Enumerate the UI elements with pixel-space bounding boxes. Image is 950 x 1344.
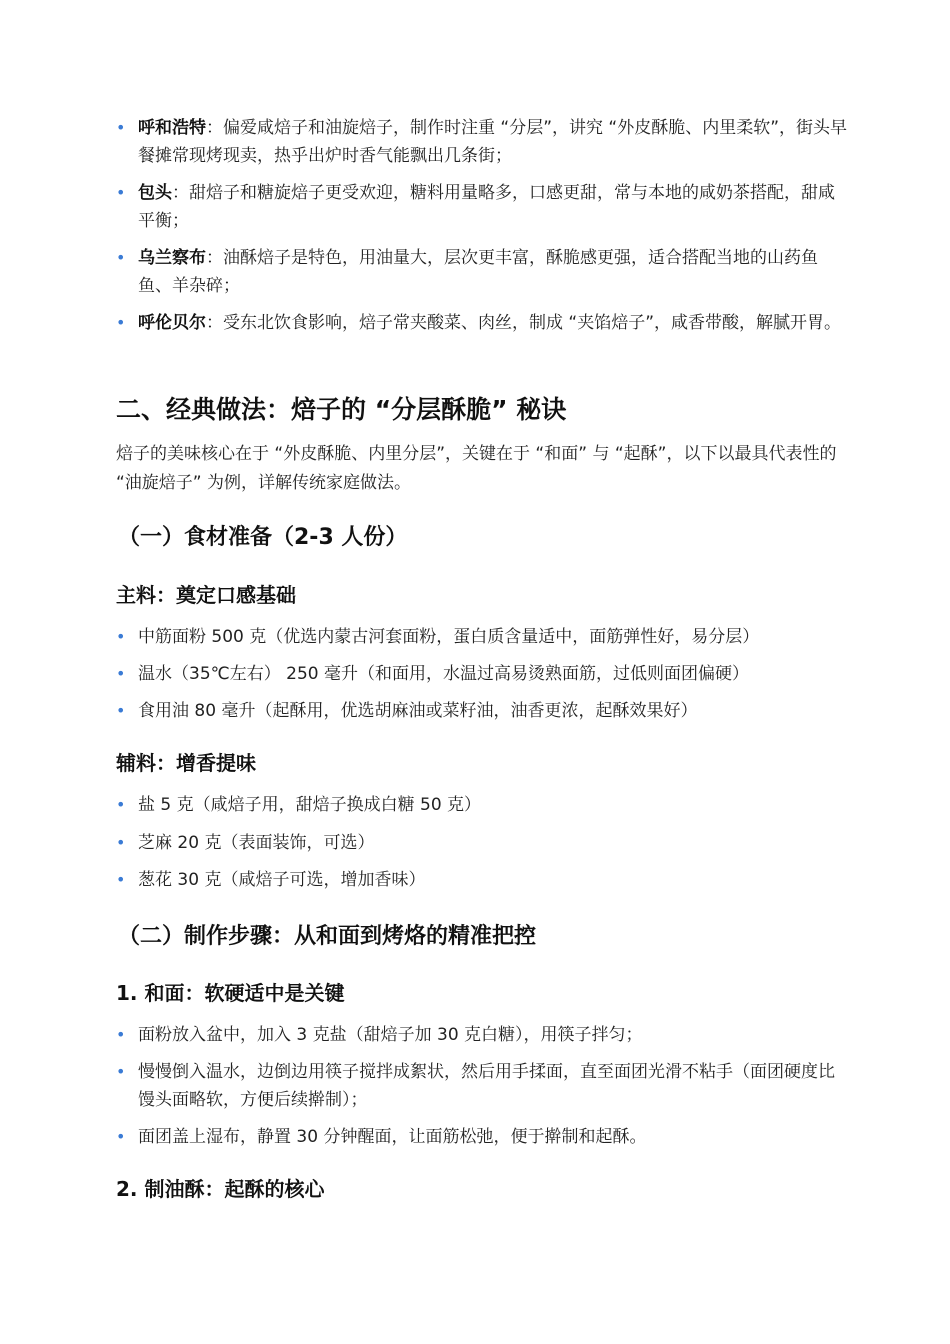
section-title: 二、经典做法：焙子的 “分层酥脆” 秘诀 [116,395,567,424]
section-intro: 焙子的美味核心在于 “外皮酥脆、内里分层”，关键在于 “和面” 与 “起酥”，以下以最具代表性的 “油旋焙子” 为例，详解传统家庭做法。 [116,444,837,493]
ingredients-title: （一）食材准备（2-3 人份） [118,525,408,550]
region-desc: ：受东北饮食影响，焙子常夹酸菜、肉丝，制成 “夹馅焙子”，咸香带酸，解腻开胃。 [206,313,842,333]
region-name: 乌兰察布 [138,248,206,268]
region-desc: ：甜焙子和糖旋焙子更受欢迎，糖料用量略多，口感更甜，常与本地的咸奶茶搭配，甜咸平衡； [138,183,835,231]
main-ingredients-title: 主料：奠定口感基础 [116,583,296,607]
list-item [138,244,850,300]
list-item: • 中筋面粉 500 克（优选内蒙古河套面粉，蛋白质含量适中，面筋弹性好，易分层） [138,623,850,651]
list-item [138,309,850,337]
list-item: • 面团盖上湿布，静置 30 分钟醒面，让面筋松弛，便于擀制和起酥。 [138,1123,850,1151]
region-desc: ：油酥焙子是特色，用油量大，层次更丰富，酥脆感更强，适合搭配当地的山药鱼鱼、羊杂碎； [138,248,818,296]
region-name: 呼伦贝尔 [138,313,206,333]
list-item: • 食用油 80 毫升（起酥用，优选胡麻油或菜籽油，油香更浓，起酥效果好） [138,697,850,725]
steps-title: （二）制作步骤：从和面到烤烙的精准把控 [118,924,537,949]
step1-title: 1. 和面：软硬适中是关键 [116,981,345,1005]
list-item: • 葱花 30 克（咸焙子可选，增加香味） [138,866,850,894]
step2-title: 2. 制油酥：起酥的核心 [116,1177,325,1201]
region-desc: ：偏爱咸焙子和油旋焙子，制作时注重 “分层”，讲究 “外皮酥脆、内里柔软”，街头早餐摊常现烤现卖，热乎出炉时香气能飘出几条街； [138,118,848,166]
list-item: • 温水（35℃左右） 250 毫升（和面用，水温过高易烫熟面筋，过低则面团偏硬） [138,660,850,688]
list-item: • 慢慢倒入温水，边倒边用筷子搅拌成絮状，然后用手揉面，直至面团光滑不粘手（面团硬度比馒头面略软，方便后续擀制）； [138,1058,850,1114]
region-name: 呼和浩特 [138,118,206,138]
list-item: • 盐 5 克（咸焙子用，甜焙子换成白糖 50 克） [138,791,850,819]
list-item: • 面粉放入盆中，加入 3 克盐（甜焙子加 30 克白糖），用筷子拌匀； [138,1021,850,1049]
aux-ingredients-title: 辅料：增香提味 [116,751,256,775]
region-name: 包头 [138,183,172,203]
list-item [138,179,850,235]
list-item: • 芝麻 20 克（表面装饰，可选） [138,829,850,857]
list-item [138,114,850,170]
